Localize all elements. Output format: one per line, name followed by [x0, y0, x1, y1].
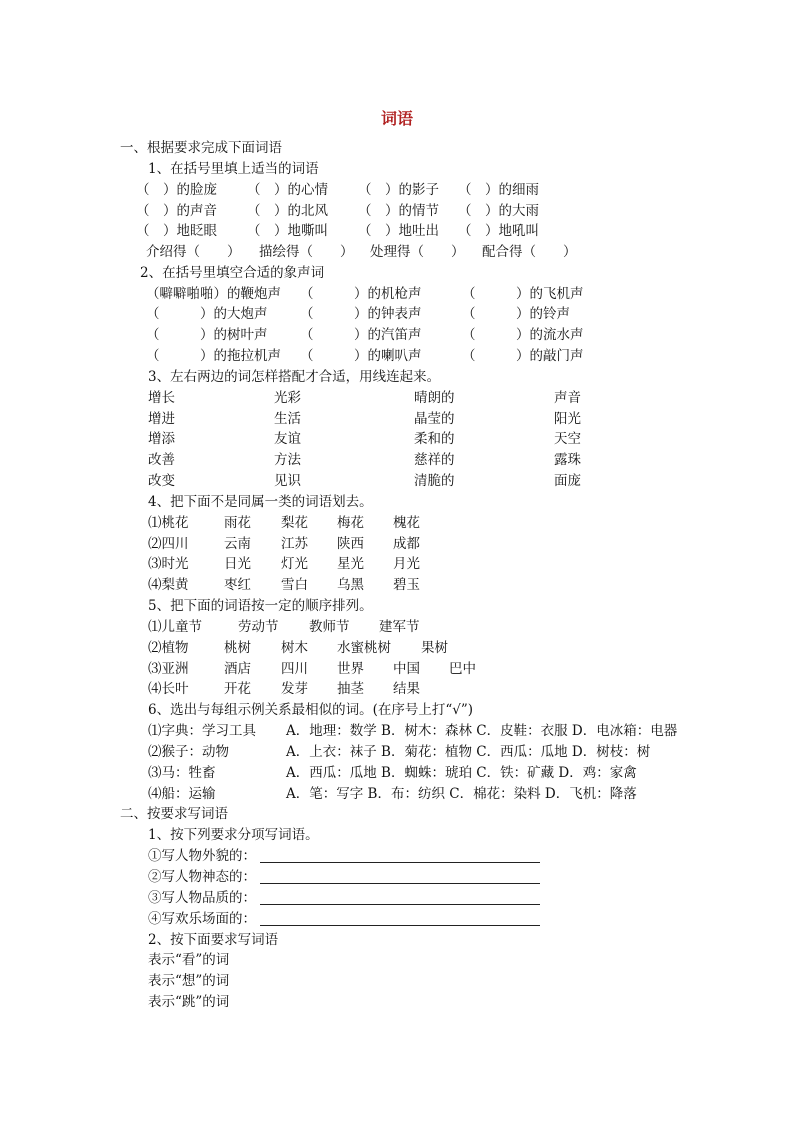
q5-word: 世界	[337, 661, 364, 677]
q4-word: 槐花	[393, 515, 420, 531]
q3-word: 增长	[148, 390, 175, 406]
q1-blank: 描绘得（ ）	[259, 244, 354, 260]
q2-blank: （噼噼啪啪）的鞭炮声	[146, 286, 281, 302]
q4-word: 灯光	[281, 556, 308, 572]
q3-word: 阳光	[554, 411, 581, 427]
answer-line[interactable]	[260, 904, 540, 905]
word-prompt: 表示“看”的词	[148, 952, 230, 968]
q2-blank: （ ）的流水声	[462, 327, 584, 343]
q5-word: 抽茎	[337, 681, 364, 697]
q6-example: ⑴字典：学习工具	[148, 723, 256, 739]
q4-word: 日光	[224, 556, 251, 572]
part2-heading: 二、按要求写词语	[120, 806, 228, 822]
q4-word: 陕西	[337, 536, 364, 552]
q2-title: 2、在括号里填空合适的象声词	[140, 265, 325, 281]
q6-options: A．地理：数学 B．树木：森林 C．皮鞋：衣服 D．电冰箱：电器	[286, 723, 678, 739]
q5-word: 巴中	[449, 661, 476, 677]
q3-word: 天空	[554, 431, 581, 447]
q4-word: ⑴桃花	[148, 515, 189, 531]
q5-word: 桃树	[224, 640, 251, 656]
part1-heading: 一、根据要求完成下面词语	[120, 140, 282, 156]
answer-line[interactable]	[260, 883, 540, 884]
q5-word: 树木	[281, 640, 308, 656]
q5-word: ⑶亚洲	[148, 661, 189, 677]
q1-blank: （ ）的脸庞	[136, 182, 217, 198]
q1-blank: （ ）的声音	[136, 203, 217, 219]
q4-word: ⑵四川	[148, 536, 189, 552]
q4-word: 江苏	[281, 536, 308, 552]
q2-blank: （ ）的树叶声	[146, 327, 268, 343]
q2-blank: （ ）的敲门声	[462, 348, 584, 364]
q5-word: ⑵植物	[148, 640, 189, 656]
q1-blank: 配合得（ ）	[482, 244, 577, 260]
q3-title: 3、左右两边的词怎样搭配才合适，用线连起来。	[148, 369, 441, 385]
q5-word: ⑴儿童节	[148, 619, 202, 635]
q3-word: 改善	[148, 452, 175, 468]
q5-word: ⑷长叶	[148, 681, 189, 697]
q3-word: 见识	[274, 473, 301, 489]
q2-blank: （ ）的拖拉机声	[146, 348, 281, 364]
q2-blank: （ ）的钟表声	[300, 306, 422, 322]
q2-blank: （ ）的飞机声	[462, 286, 584, 302]
q3-word: 增添	[148, 431, 175, 447]
q5-word: 劳动节	[238, 619, 279, 635]
q4-word: 成都	[393, 536, 420, 552]
answer-line[interactable]	[260, 862, 540, 863]
q5-title: 5、把下面的词语按一定的顺序排列。	[148, 598, 373, 614]
q5-word: 结果	[393, 681, 420, 697]
q4-word: ⑶时光	[148, 556, 189, 572]
q1-blank: 处理得（ ）	[370, 244, 465, 260]
q3-word: 面庞	[554, 473, 581, 489]
q6-example: ⑷船：运输	[148, 786, 216, 802]
q5-word: 发芽	[281, 681, 308, 697]
q5-word: 四川	[281, 661, 308, 677]
word-prompt: 表示“跳”的词	[148, 994, 230, 1010]
q1-blank: （ ）地眨眼	[136, 223, 217, 239]
q5-word: 水蜜桃树	[337, 640, 391, 656]
q5-word: 中国	[393, 661, 420, 677]
word-prompt: 表示“想”的词	[148, 973, 230, 989]
write-prompt: ③写人物品质的：	[148, 890, 256, 906]
q2-blank: （ ）的汽笛声	[300, 327, 422, 343]
p2-q1-title: 1、按下列要求分项写词语。	[148, 827, 319, 843]
q2-blank: （ ）的铃声	[462, 306, 570, 322]
q4-word: 枣红	[224, 577, 251, 593]
write-prompt: ②写人物神态的：	[148, 869, 256, 885]
q6-options: A．笔：写字 B．布：纺织 C．棉花：染料 D．飞机：降落	[286, 786, 637, 802]
q4-word: 乌黑	[337, 577, 364, 593]
q1-blank: （ ）地吐出	[358, 223, 439, 239]
q1-blank: （ ）地吼叫	[458, 223, 539, 239]
q6-example: ⑵猴子：动物	[148, 744, 229, 760]
q5-word: 建军节	[379, 619, 420, 635]
q1-blank: （ ）的心情	[247, 182, 328, 198]
q3-word: 声音	[554, 390, 581, 406]
q3-word: 光彩	[274, 390, 301, 406]
q3-word: 柔和的	[414, 431, 455, 447]
q1-blank: （ ）的大雨	[458, 203, 539, 219]
q3-word: 方法	[274, 452, 301, 468]
q6-example: ⑶马：牲畜	[148, 765, 216, 781]
q3-word: 增进	[148, 411, 175, 427]
q3-word: 晶莹的	[414, 411, 455, 427]
page-title: 词语	[380, 109, 413, 128]
q4-word: 星光	[337, 556, 364, 572]
q6-options: A．西瓜：瓜地 B．蜘蛛：琥珀 C．铁：矿藏 D．鸡：家禽	[286, 765, 637, 781]
q4-word: 梅花	[337, 515, 364, 531]
q4-word: 雨花	[224, 515, 251, 531]
q5-word: 开花	[224, 681, 251, 697]
write-prompt: ①写人物外貌的：	[148, 848, 256, 864]
q4-word: 雪白	[281, 577, 308, 593]
q3-word: 清脆的	[414, 473, 455, 489]
q5-word: 酒店	[224, 661, 251, 677]
write-prompt: ④写欢乐场面的：	[148, 911, 256, 927]
answer-line[interactable]	[260, 925, 540, 926]
q1-blank: （ ）地嘶叫	[247, 223, 328, 239]
q2-blank: （ ）的机枪声	[300, 286, 422, 302]
q2-blank: （ ）的大炮声	[146, 306, 268, 322]
q1-blank: （ ）的情节	[358, 203, 439, 219]
q1-blank: （ ）的细雨	[458, 182, 539, 198]
q1-blank: 介绍得（ ）	[146, 244, 241, 260]
q4-word: 月光	[393, 556, 420, 572]
q3-word: 友谊	[274, 431, 301, 447]
q4-word: ⑷梨黄	[148, 577, 189, 593]
q3-word: 晴朗的	[414, 390, 455, 406]
q4-word: 云南	[224, 536, 251, 552]
q3-word: 改变	[148, 473, 175, 489]
q2-blank: （ ）的喇叭声	[300, 348, 422, 364]
q3-word: 露珠	[554, 452, 581, 468]
q4-word: 碧玉	[393, 577, 420, 593]
p2-q2-title: 2、按下面要求写词语	[148, 932, 279, 948]
q3-word: 生活	[274, 411, 301, 427]
q6-title: 6、选出与每组示例关系最相似的词。(在序号上打“√”)	[148, 702, 474, 718]
q5-word: 教师节	[309, 619, 350, 635]
q5-word: 果树	[421, 640, 448, 656]
q1-title: 1、在括号里填上适当的词语	[148, 161, 319, 177]
q4-title: 4、把下面不是同属一类的词语划去。	[148, 494, 373, 510]
q3-word: 慈祥的	[414, 452, 455, 468]
q6-options: A．上衣：袜子 B．菊花：植物 C．西瓜：瓜地 D．树枝：树	[286, 744, 651, 760]
q1-blank: （ ）的北风	[247, 203, 328, 219]
q4-word: 梨花	[281, 515, 308, 531]
q1-blank: （ ）的影子	[358, 182, 439, 198]
